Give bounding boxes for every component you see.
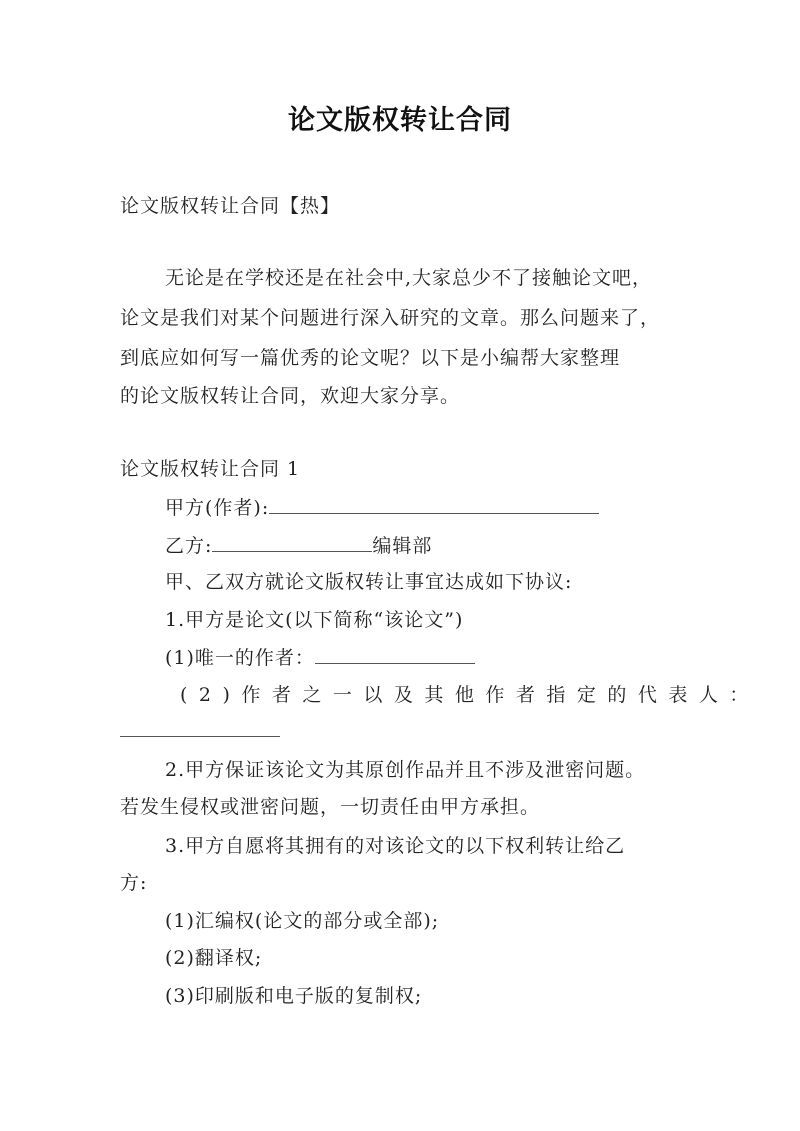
- document-subtitle: 论文版权转让合同【热】: [120, 195, 341, 217]
- intro-line-4: 的论文版权转让合同，欢迎大家分享。: [120, 385, 461, 407]
- party-a-label: 甲方(作者):: [165, 497, 270, 519]
- representative-blank: [120, 718, 280, 737]
- sole-author-blank: [315, 645, 475, 664]
- clause-1-item-1-label: (1)唯一的作者：: [165, 647, 315, 669]
- intro-line-3: 到底应如何写一篇优秀的论文呢？以下是小编帮大家整理: [120, 347, 621, 369]
- party-a-blank: [269, 495, 599, 514]
- document-title: 论文版权转让合同: [288, 105, 512, 136]
- right-item-3: (3)印刷版和电子版的复制权;: [165, 985, 423, 1007]
- party-a-line: [165, 495, 599, 521]
- party-b-suffix: 编辑部: [372, 535, 433, 557]
- clause-2-line-2: 若发生侵权或泄密问题，一切责任由甲方承担。: [120, 796, 541, 818]
- representative-blank-line: [120, 718, 280, 744]
- clause-1-item-1: [165, 645, 475, 671]
- clause-2-line-1: 2.甲方保证该论文为其原创作品并且不涉及泄密问题。: [165, 759, 646, 781]
- agreement-line: 甲、乙双方就论文版权转让事宜达成如下协议:: [165, 571, 573, 593]
- intro-line-1: 无论是在学校还是在社会中,大家总少不了接触论文吧，: [165, 267, 653, 289]
- right-item-2: (2)翻译权;: [165, 947, 263, 969]
- contract-heading: 论文版权转让合同 1: [120, 458, 301, 480]
- party-b-blank: [212, 533, 372, 552]
- clause-3-line-1: 3.甲方自愿将其拥有的对该论文的以下权利转让给乙: [165, 835, 626, 857]
- party-b-line: [165, 533, 432, 559]
- clause-1-item-2: (2)作者之一以及其他作者指定的代表人：: [180, 684, 760, 706]
- right-item-1: (1)汇编权(论文的部分或全部);: [165, 910, 440, 932]
- party-b-label: 乙方:: [165, 535, 213, 557]
- clause-1: 1.甲方是论文(以下简称“该论文”): [165, 609, 464, 631]
- intro-line-2: 论文是我们对某个问题进行深入研究的文章。那么问题来了，: [120, 307, 661, 329]
- clause-3-line-2: 方:: [120, 872, 148, 894]
